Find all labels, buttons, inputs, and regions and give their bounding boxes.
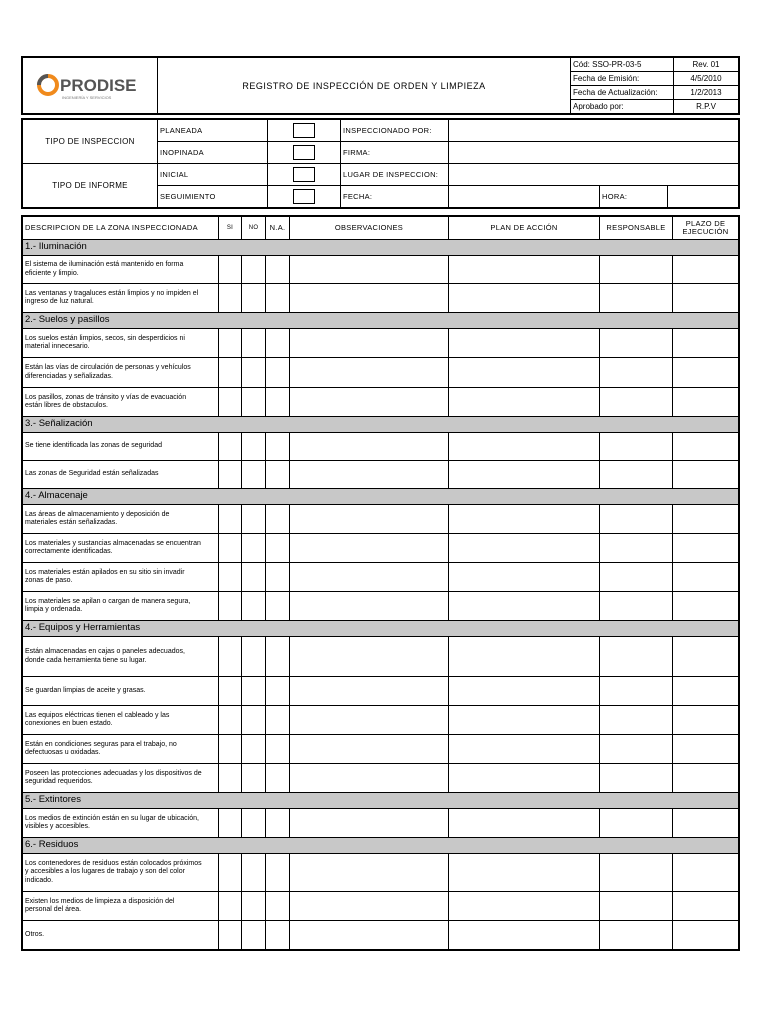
si-cell[interactable] <box>219 921 242 950</box>
col-si: SI <box>219 217 242 240</box>
na-cell[interactable] <box>266 637 290 677</box>
si-cell[interactable] <box>219 854 242 892</box>
na-cell[interactable] <box>266 329 290 358</box>
observaciones-cell[interactable] <box>290 677 449 706</box>
plazo-cell[interactable] <box>673 433 739 461</box>
item-description: Otros. <box>23 921 219 950</box>
table-row <box>23 677 739 706</box>
item-description: Los materiales se apilan o cargan de manera segura, limpia y ordenada. <box>23 592 219 621</box>
na-cell[interactable] <box>266 563 290 592</box>
observaciones-cell[interactable] <box>290 505 449 534</box>
observaciones-cell[interactable] <box>290 256 449 284</box>
na-cell[interactable] <box>266 809 290 838</box>
na-cell[interactable] <box>266 854 290 892</box>
table-row <box>23 892 739 921</box>
no-cell[interactable] <box>242 706 266 735</box>
observaciones-cell[interactable] <box>290 706 449 735</box>
section-title: 5.- Extintores <box>23 793 739 809</box>
table-row <box>23 921 739 950</box>
table-row <box>23 764 739 793</box>
observaciones-cell[interactable] <box>290 921 449 950</box>
observaciones-cell[interactable] <box>290 809 449 838</box>
col-plan: PLAN DE ACCIÓN <box>449 217 600 240</box>
na-cell[interactable] <box>266 592 290 621</box>
plazo-cell[interactable] <box>673 461 739 489</box>
plazo-cell[interactable] <box>673 358 739 388</box>
si-cell[interactable] <box>219 505 242 534</box>
update-label: Fecha de Actualización: <box>571 86 674 100</box>
observaciones-cell[interactable] <box>290 284 449 313</box>
table-row <box>23 534 739 563</box>
logo-subtitle: INGENIERÍA Y SERVICIOS <box>62 94 112 100</box>
table-row <box>23 433 739 461</box>
approved-value: R.P.V <box>674 100 739 114</box>
si-cell[interactable] <box>219 637 242 677</box>
si-cell[interactable] <box>219 534 242 563</box>
section-title: 1.- Iluminación <box>23 240 739 256</box>
plan-cell[interactable] <box>449 677 600 706</box>
plazo-cell[interactable] <box>673 706 739 735</box>
si-cell[interactable] <box>219 735 242 764</box>
item-description: Las ventanas y tragaluces están limpios y no impiden el ingreso de luz natural. <box>23 284 219 313</box>
no-cell[interactable] <box>242 921 266 950</box>
item-description: Los materiales están apilados en su sitio sin invadir zonas de paso. <box>23 563 219 592</box>
responsable-cell[interactable] <box>600 735 673 764</box>
plan-cell[interactable] <box>449 892 600 921</box>
na-cell[interactable] <box>266 735 290 764</box>
item-description: Se tiene identificada las zonas de seguridad <box>23 433 219 461</box>
section-header <box>23 417 739 433</box>
si-cell[interactable] <box>219 256 242 284</box>
table-row <box>23 461 739 489</box>
section-title: 2.- Suelos y pasillos <box>23 313 739 329</box>
update-value: 1/2/2013 <box>674 86 739 100</box>
planeada-label: PLANEADA <box>158 120 268 142</box>
observaciones-cell[interactable] <box>290 534 449 563</box>
section-title: 4.- Almacenaje <box>23 489 739 505</box>
si-cell[interactable] <box>219 809 242 838</box>
table-row <box>23 735 739 764</box>
section-title: 4.- Equipos y Herramientas <box>23 621 739 637</box>
plazo-cell[interactable] <box>673 505 739 534</box>
revision: Rev. 01 <box>674 58 739 72</box>
table-row <box>23 329 739 358</box>
no-cell[interactable] <box>242 433 266 461</box>
responsable-cell[interactable] <box>600 505 673 534</box>
observaciones-cell[interactable] <box>290 637 449 677</box>
inspeccionado-field[interactable] <box>449 120 739 142</box>
table-row <box>23 388 739 417</box>
observaciones-cell[interactable] <box>290 892 449 921</box>
item-description: Los suelos están limpios, secos, sin desperdicios ni material innecesario. <box>23 329 219 358</box>
item-description: Las zonas de Seguridad están señalizadas <box>23 461 219 489</box>
item-description: Poseen las protecciones adecuadas y los dispositivos de seguridad requeridos. <box>23 764 219 793</box>
si-cell[interactable] <box>219 388 242 417</box>
plan-cell[interactable] <box>449 809 600 838</box>
no-cell[interactable] <box>242 329 266 358</box>
responsable-cell[interactable] <box>600 921 673 950</box>
no-cell[interactable] <box>242 358 266 388</box>
fecha-label: FECHA: <box>341 186 449 208</box>
hora-field[interactable] <box>668 186 739 208</box>
observaciones-cell[interactable] <box>290 433 449 461</box>
approved-label: Aprobado por: <box>571 100 674 114</box>
plan-cell[interactable] <box>449 592 600 621</box>
table-row <box>23 637 739 677</box>
lugar-field[interactable] <box>449 164 739 186</box>
section-header <box>23 313 739 329</box>
col-desc: DESCRIPCION DE LA ZONA INSPECCIONADA <box>23 217 219 240</box>
plazo-cell[interactable] <box>673 284 739 313</box>
plazo-cell[interactable] <box>673 735 739 764</box>
plan-cell[interactable] <box>449 461 600 489</box>
firma-field[interactable] <box>449 142 739 164</box>
plan-cell[interactable] <box>449 505 600 534</box>
code: Cód: SSO-PR-03-5 <box>571 58 674 72</box>
item-description: Existen los medios de limpieza a disposición del personal del área. <box>23 892 219 921</box>
responsable-cell[interactable] <box>600 329 673 358</box>
si-cell[interactable] <box>219 284 242 313</box>
responsable-cell[interactable] <box>600 388 673 417</box>
lugar-label: LUGAR DE INSPECCION: <box>341 164 449 186</box>
plazo-cell[interactable] <box>673 637 739 677</box>
table-row <box>23 854 739 892</box>
item-description: Los medios de extinción están en su lugar de ubicación, visibles y accesibles. <box>23 809 219 838</box>
responsable-cell[interactable] <box>600 854 673 892</box>
na-cell[interactable] <box>266 677 290 706</box>
plan-cell[interactable] <box>449 706 600 735</box>
no-cell[interactable] <box>242 677 266 706</box>
responsable-cell[interactable] <box>600 284 673 313</box>
plazo-cell[interactable] <box>673 563 739 592</box>
no-cell[interactable] <box>242 256 266 284</box>
tipo-informe-label: TIPO DE INFORME <box>23 164 158 208</box>
responsable-cell[interactable] <box>600 534 673 563</box>
responsable-cell[interactable] <box>600 358 673 388</box>
no-cell[interactable] <box>242 637 266 677</box>
plazo-cell[interactable] <box>673 677 739 706</box>
emission-label: Fecha de Emisión: <box>571 72 674 86</box>
si-cell[interactable] <box>219 764 242 793</box>
no-cell[interactable] <box>242 461 266 489</box>
inopinada-label: INOPINADA <box>158 142 268 164</box>
observaciones-cell[interactable] <box>290 461 449 489</box>
plazo-cell[interactable] <box>673 388 739 417</box>
table-row <box>23 256 739 284</box>
plan-cell[interactable] <box>449 921 600 950</box>
plan-cell[interactable] <box>449 563 600 592</box>
plazo-cell[interactable] <box>673 854 739 892</box>
plan-cell[interactable] <box>449 534 600 563</box>
plan-cell[interactable] <box>449 329 600 358</box>
checklist-table <box>22 216 739 950</box>
na-cell[interactable] <box>266 358 290 388</box>
observaciones-cell[interactable] <box>290 764 449 793</box>
si-cell[interactable] <box>219 358 242 388</box>
plan-cell[interactable] <box>449 284 600 313</box>
header-table <box>22 57 739 114</box>
responsable-cell[interactable] <box>600 256 673 284</box>
item-description: Están en condiciones seguras para el trabajo, no defectuosas u oxidadas. <box>23 735 219 764</box>
item-description: Los pasillos, zonas de tránsito y vías de evacuación están libres de obstaculos. <box>23 388 219 417</box>
item-description: Los materiales y sustancias almacenadas se encuentran correctamente identificadas. <box>23 534 219 563</box>
plan-cell[interactable] <box>449 764 600 793</box>
plazo-cell[interactable] <box>673 329 739 358</box>
table-row <box>23 592 739 621</box>
responsable-cell[interactable] <box>600 809 673 838</box>
col-obs: OBSERVACIONES <box>290 217 449 240</box>
item-description: Están almacenadas en cajas o paneles adecuados, donde cada herramienta tiene su lugar. <box>23 637 219 677</box>
plazo-cell[interactable] <box>673 764 739 793</box>
table-row <box>23 809 739 838</box>
na-cell[interactable] <box>266 534 290 563</box>
col-resp: RESPONSABLE <box>600 217 673 240</box>
observaciones-cell[interactable] <box>290 563 449 592</box>
section-header <box>23 793 739 809</box>
no-cell[interactable] <box>242 534 266 563</box>
no-cell[interactable] <box>242 764 266 793</box>
si-cell[interactable] <box>219 677 242 706</box>
table-row <box>23 505 739 534</box>
no-cell[interactable] <box>242 854 266 892</box>
item-description: Las equipos eléctricas tienen el cableado y las conexiones en buen estado. <box>23 706 219 735</box>
plan-cell[interactable] <box>449 735 600 764</box>
no-cell[interactable] <box>242 388 266 417</box>
no-cell[interactable] <box>242 505 266 534</box>
section-header <box>23 621 739 637</box>
info-table <box>22 119 739 208</box>
prodise-logo-icon <box>23 61 153 109</box>
observaciones-cell[interactable] <box>290 329 449 358</box>
responsable-cell[interactable] <box>600 706 673 735</box>
responsable-cell[interactable] <box>600 563 673 592</box>
plazo-cell[interactable] <box>673 892 739 921</box>
plazo-cell[interactable] <box>673 921 739 950</box>
table-row <box>23 706 739 735</box>
plan-cell[interactable] <box>449 256 600 284</box>
na-cell[interactable] <box>266 256 290 284</box>
observaciones-cell[interactable] <box>290 854 449 892</box>
firma-label: FIRMA: <box>341 142 449 164</box>
plazo-cell[interactable] <box>673 256 739 284</box>
col-na: N.A. <box>266 217 290 240</box>
item-description: Están las vías de circulación de personas y vehículos diferenciadas y señalizadas. <box>23 358 219 388</box>
logo <box>23 58 158 114</box>
responsable-cell[interactable] <box>600 461 673 489</box>
plazo-cell[interactable] <box>673 809 739 838</box>
no-cell[interactable] <box>242 592 266 621</box>
column-header-row <box>23 217 739 240</box>
na-cell[interactable] <box>266 461 290 489</box>
inicial-checkbox[interactable] <box>268 164 341 186</box>
section-header <box>23 240 739 256</box>
no-cell[interactable] <box>242 563 266 592</box>
inopinada-checkbox[interactable] <box>268 142 341 164</box>
table-row <box>23 563 739 592</box>
section-title: 3.- Señalización <box>23 417 739 433</box>
responsable-cell[interactable] <box>600 637 673 677</box>
seguimiento-label: SEGUIMIENTO <box>158 186 268 208</box>
hora-label: HORA: <box>600 186 668 208</box>
col-no: NO <box>242 217 266 240</box>
no-cell[interactable] <box>242 809 266 838</box>
observaciones-cell[interactable] <box>290 388 449 417</box>
na-cell[interactable] <box>266 706 290 735</box>
col-plazo: PLAZO DE EJECUCIÓN <box>673 217 739 240</box>
si-cell[interactable] <box>219 892 242 921</box>
section-header <box>23 838 739 854</box>
logo-text: PRODISE <box>60 75 137 95</box>
item-description: Se guardan limpias de aceite y grasas. <box>23 677 219 706</box>
section-header <box>23 489 739 505</box>
observaciones-cell[interactable] <box>290 592 449 621</box>
plan-cell[interactable] <box>449 637 600 677</box>
plan-cell[interactable] <box>449 433 600 461</box>
observaciones-cell[interactable] <box>290 358 449 388</box>
observaciones-cell[interactable] <box>290 735 449 764</box>
si-cell[interactable] <box>219 461 242 489</box>
item-description: El sistema de iluminación está mantenido en forma eficiente y limpio. <box>23 256 219 284</box>
responsable-cell[interactable] <box>600 764 673 793</box>
plan-cell[interactable] <box>449 388 600 417</box>
item-description: Los contenedores de residuos están colocados próximos y accesibles a los lugares de trabajo y son del color indicado. <box>23 854 219 892</box>
responsable-cell[interactable] <box>600 892 673 921</box>
si-cell[interactable] <box>219 329 242 358</box>
si-cell[interactable] <box>219 706 242 735</box>
emission-value: 4/5/2010 <box>674 72 739 86</box>
na-cell[interactable] <box>266 892 290 921</box>
responsable-cell[interactable] <box>600 433 673 461</box>
na-cell[interactable] <box>266 284 290 313</box>
plan-cell[interactable] <box>449 854 600 892</box>
responsable-cell[interactable] <box>600 677 673 706</box>
na-cell[interactable] <box>266 505 290 534</box>
plan-cell[interactable] <box>449 358 600 388</box>
responsable-cell[interactable] <box>600 592 673 621</box>
table-row <box>23 358 739 388</box>
plazo-cell[interactable] <box>673 534 739 563</box>
no-cell[interactable] <box>242 284 266 313</box>
na-cell[interactable] <box>266 388 290 417</box>
planeada-checkbox[interactable] <box>268 120 341 142</box>
na-cell[interactable] <box>266 764 290 793</box>
fecha-field[interactable] <box>449 186 600 208</box>
si-cell[interactable] <box>219 592 242 621</box>
na-cell[interactable] <box>266 921 290 950</box>
no-cell[interactable] <box>242 735 266 764</box>
item-description: Las áreas de almacenamiento y deposición de materiales están señalizadas. <box>23 505 219 534</box>
no-cell[interactable] <box>242 892 266 921</box>
form-title: REGISTRO DE INSPECCIÓN DE ORDEN Y LIMPIEZA <box>158 58 571 114</box>
table-row <box>23 284 739 313</box>
si-cell[interactable] <box>219 563 242 592</box>
plazo-cell[interactable] <box>673 592 739 621</box>
inspeccionado-label: INSPECCIONADO POR: <box>341 120 449 142</box>
si-cell[interactable] <box>219 433 242 461</box>
na-cell[interactable] <box>266 433 290 461</box>
seguimiento-checkbox[interactable] <box>268 186 341 208</box>
inicial-label: INICIAL <box>158 164 268 186</box>
section-title: 6.- Residuos <box>23 838 739 854</box>
tipo-inspeccion-label: TIPO DE INSPECCION <box>23 120 158 164</box>
